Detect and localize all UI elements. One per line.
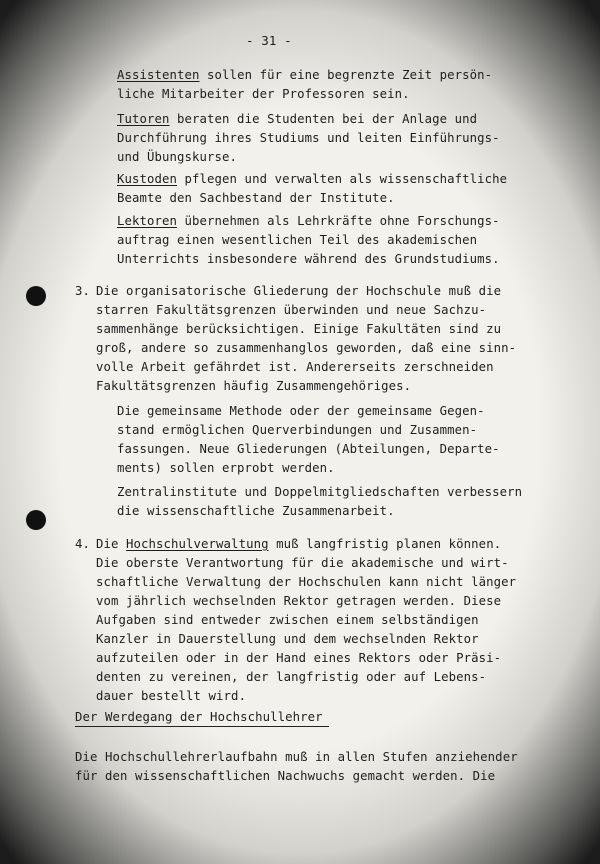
item-4-line-7: aufzuteilen oder in der Hand eines Rektors oder Präsi- <box>96 651 502 665</box>
item-3-line-2: starren Fakultätsgrenzen überwinden und neue Sachzu- <box>96 303 487 317</box>
item-3-line-5: volle Arbeit gefährdet ist. Andererseits zerschneiden <box>96 360 494 374</box>
item-3-line-4: groß, andere so zusammenhanglos geworden, daß eine sinn- <box>96 341 517 355</box>
role-assistenten-line-2: liche Mitarbeiter der Professoren sein. <box>117 87 410 101</box>
role-lektoren-line-3: Unterrichts insbesondere während des Grundstudiums. <box>117 252 500 266</box>
item-3-sub1-line-4: ments) sollen erprobt werden. <box>117 461 335 475</box>
item-3-line-6: Fakultätsgrenzen häufig Zusammengehöriges. <box>96 379 412 393</box>
item-4-number: 4. <box>75 537 91 551</box>
item-3-sub2-line-2: die wissenschaftliche Zusammenarbeit. <box>117 504 395 518</box>
term-assistenten: Assistenten <box>117 68 200 82</box>
item-3-sub2-line-1: Zentralinstitute und Doppelmitgliedschaften verbessern <box>117 485 523 499</box>
role-tutoren-line-3: und Übungskurse. <box>117 150 238 164</box>
item-4-line-3: schaftliche Verwaltung der Hochschulen kann nicht länger <box>96 575 517 589</box>
item-3-sub1-line-2: stand ermöglichen Querverbindungen und Zusammen- <box>117 423 478 437</box>
item-3-line-1: Die organisatorische Gliederung der Hochschule muß die <box>96 284 502 298</box>
role-kustoden-line-2: Beamte den Sachbestand der Institute. <box>117 191 395 205</box>
term-hochschulverwaltung: Hochschulverwaltung <box>126 537 269 551</box>
role-tutoren-line-1: Tutoren beraten die Studenten bei der Anlage und <box>117 112 478 126</box>
item-4-line-8: denten zu vereinen, der langfristig oder auf Lebens- <box>96 670 487 684</box>
hole-punch-bottom <box>26 510 46 530</box>
item-3-sub1-line-1: Die gemeinsame Methode oder der gemeinsame Gegen- <box>117 404 485 418</box>
item-4-line-1: Die Hochschulverwaltung muß langfristig planen können. <box>96 537 502 551</box>
role-tutoren-line-2: Durchführung ihres Studiums und leiten Einführungs- <box>117 131 500 145</box>
item-3-number: 3. <box>75 284 91 298</box>
term-kustoden: Kustoden <box>117 172 178 186</box>
term-lektoren: Lektoren <box>117 214 178 228</box>
hole-punch-top <box>26 286 46 306</box>
item-4-line-9: dauer bestellt wird. <box>96 689 247 703</box>
page-number: - 31 - <box>246 33 292 48</box>
item-4-line-6: Kanzler in Dauerstellung und dem wechselnden Rektor <box>96 632 479 646</box>
term-tutoren: Tutoren <box>117 112 170 126</box>
final-paragraph-line-2: für den wissenschaftlichen Nachwuchs gemacht werden. Die <box>75 769 496 783</box>
item-4-line-4: vom jährlich wechselnden Rektor getragen werden. Diese <box>96 594 502 608</box>
role-kustoden-line-1: Kustoden pflegen und verwalten als wissenschaftliche <box>117 172 508 186</box>
section-heading: Der Werdegang der Hochschullehrer <box>75 710 323 724</box>
item-4-line-2: Die oberste Verantwortung für die akademische und wirt- <box>96 556 509 570</box>
role-lektoren-line-1: Lektoren übernehmen als Lehrkräfte ohne Forschungs- <box>117 214 500 228</box>
section-heading-underline <box>75 726 329 727</box>
item-3-line-3: sammenhänge berücksichtigen. Einige Fakultäten sind zu <box>96 322 502 336</box>
role-assistenten-line-1: Assistenten sollen für eine begrenzte Zeit persön- <box>117 68 493 82</box>
item-4-line-5: Aufgaben sind entweder zwischen einem selbständigen <box>96 613 479 627</box>
final-paragraph-line-1: Die Hochschullehrerlaufbahn muß in allen Stufen anziehender <box>75 750 518 764</box>
role-lektoren-line-2: auftrag einen wesentlichen Teil des akademischen <box>117 233 478 247</box>
item-3-sub1-line-3: fassungen. Neue Gliederungen (Abteilungen, Departe- <box>117 442 500 456</box>
